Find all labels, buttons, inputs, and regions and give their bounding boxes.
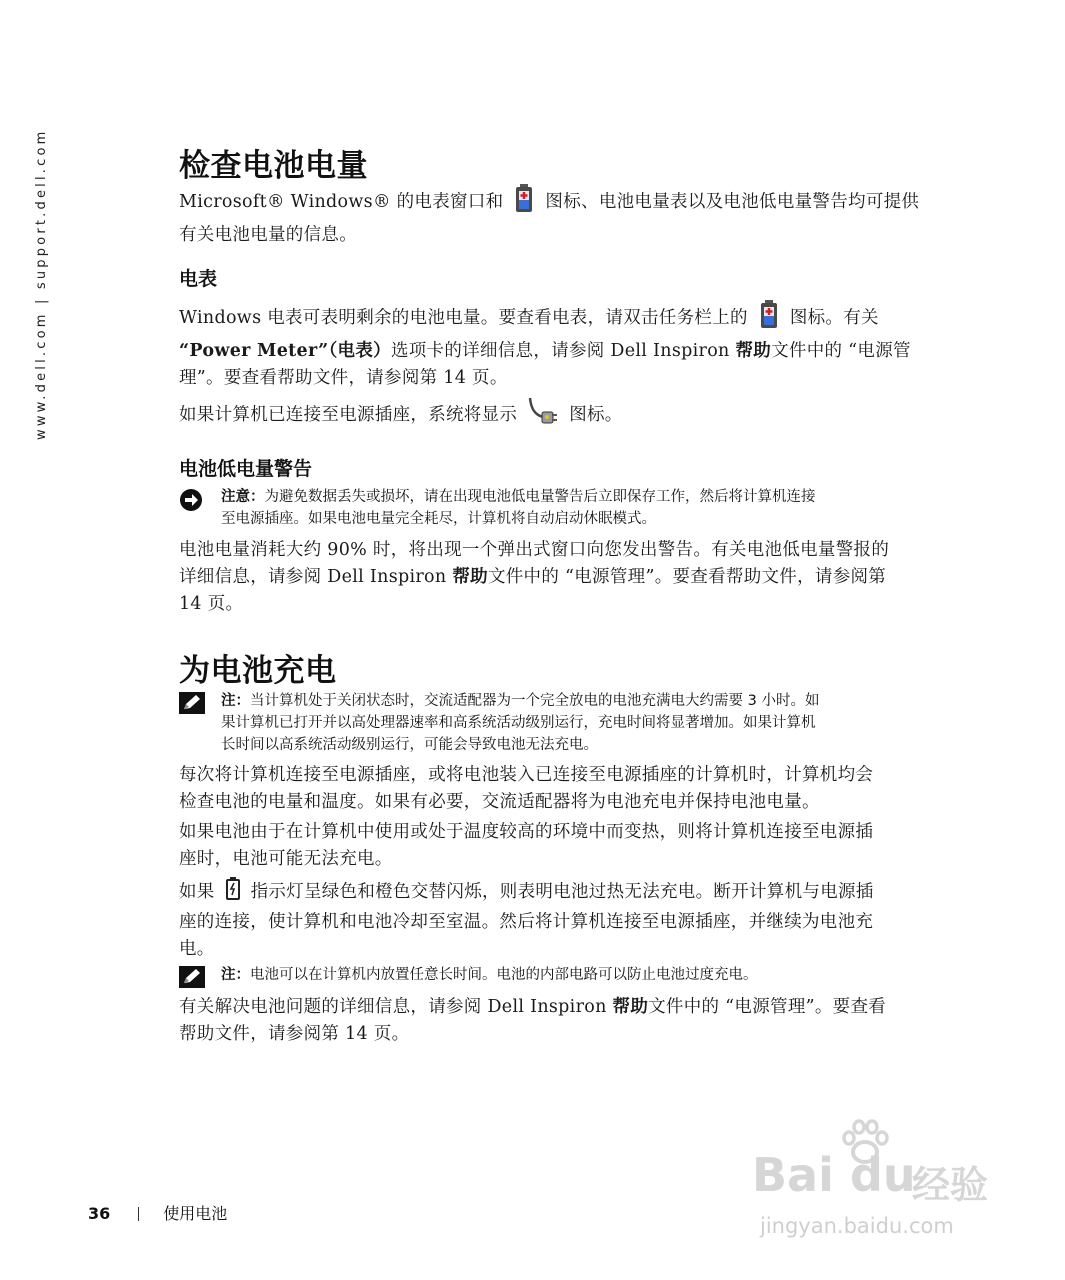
battery-meter-icon (513, 183, 535, 222)
charging-paragraph-3: 如果 指示灯呈绿色和橙色交替闪烁，则表明电池过热无法充电。断开计算机与电源插 座的连接，使计算机和电池冷却至室温。然后将计算机连接至电源插座，并继续为电池充 电。 (179, 876, 955, 963)
charging-paragraph-2: 如果电池由于在计算机中使用或处于温度较高的环境中而变热，则将计算机连接至电源插 座时，电池可能无法充电。 (179, 822, 874, 869)
heading-power-meter: 电表 (179, 268, 218, 290)
notice-low-battery: 注意：为避免数据丢失或损坏，请在出现电池低电量警告后立即保存工作，然后将计算机连接 至电源插座。如果电池电量完全耗尽，计算机将自动启动休眠模式。 (179, 486, 955, 530)
charging-paragraph-4: 有关解决电池问题的详细信息，请参阅 Dell Inspiron 帮助文件中的 “电源管理”。要查看 帮助文件，请参阅第 14 页。 (179, 997, 887, 1044)
watermark-brand-cn: 经验 (912, 1163, 989, 1207)
low-battery-paragraph: 电池电量消耗大约 90% 时，将出现一个弹出式窗口向您发出警告。有关电池低电量警报的 详细信息，请参阅 Dell Inspiron 帮助文件中的 “电源管理”。要查看帮助文件，请参阅第 14 页。 (179, 540, 890, 614)
chapter-title: 使用电池 (163, 1204, 228, 1223)
ac-plug-icon (527, 395, 559, 436)
intro-paragraph: Microsoft® Windows® 的电表窗口和 图标、电池电量表以及电池低电量警告均可提供 有关电池电量的信息。 (179, 183, 955, 249)
charging-paragraph-1: 每次将计算机连接至电源插座，或将电池装入已连接至电源插座的计算机时，计算机均会 检查电池的电量和温度。如果有必要，交流适配器将为电池充电并保持电池电量。 (179, 765, 874, 812)
page-number: 36 (88, 1204, 111, 1223)
ac-plug-paragraph: 如果计算机已连接至电源插座，系统将显示 图标。 (179, 395, 955, 436)
battery-status-light-icon (225, 876, 241, 909)
watermark-brand-du: du (850, 1148, 916, 1202)
note-pencil-icon (179, 966, 205, 995)
notice-arrow-icon (179, 488, 203, 519)
section-title-check-battery: 检查电池电量 (179, 148, 368, 184)
battery-meter-icon (758, 299, 780, 338)
watermark-brand: Bai (752, 1148, 834, 1202)
note-battery-storage: 注：电池可以在计算机内放置任意长时间。电池的内部电路可以防止电池过度充电。 (179, 964, 955, 986)
baidu-watermark (752, 1118, 1002, 1248)
note-charging-time: 注：当计算机处于关闭状态时，交流适配器为一个完全放电的电池充满电大约需要 3 小时。如 果计算机已打开并以高处理器速率和高系统活动级别运行，充电时间将显著增加。如果计算机 长时间以高系统活动级别运行，可能会导致电池无法充电。 (179, 690, 955, 756)
note-pencil-icon (179, 692, 205, 721)
footer-divider (138, 1207, 139, 1221)
power-meter-paragraph: Windows 电表可表明剩余的电池电量。要查看电表，请双击任务栏上的 图标。有关 “Power Meter”（电表）选项卡的详细信息，请参阅 Dell Inspiron 帮助文件中的 “电源管 理”。要查看帮助文件，请参阅第 14 页。 (179, 299, 955, 392)
heading-low-battery-warning: 电池低电量警告 (179, 458, 313, 480)
section-title-charge-battery: 为电池充电 (179, 653, 337, 689)
page-footer (88, 1201, 227, 1224)
watermark-url: jingyan.baidu.com (760, 1214, 954, 1238)
side-url: www.dell.com | support.dell.com (34, 128, 49, 440)
